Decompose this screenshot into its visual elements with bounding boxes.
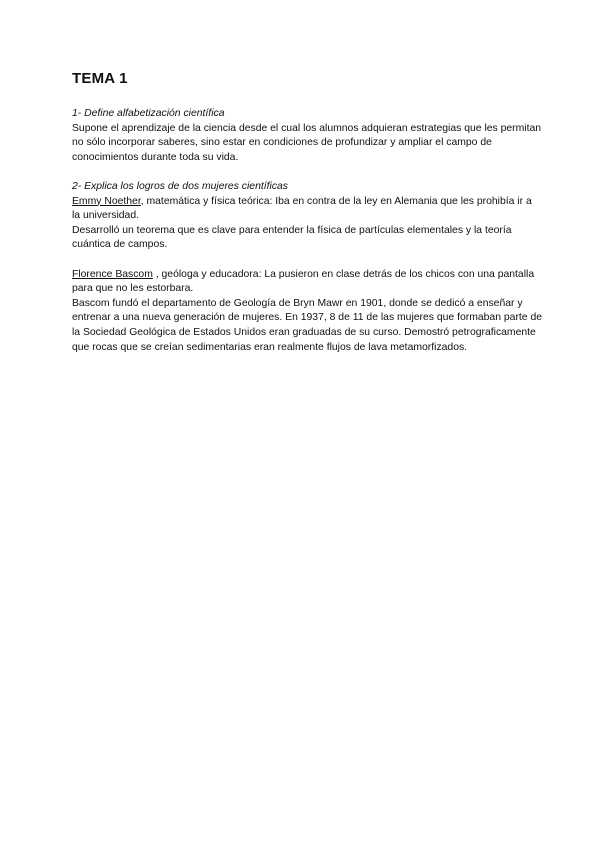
question-1-answer: Supone el aprendizaje de la ciencia desde el cual los alumnos adquieran estrategias que les permitan no sólo incorporar saberes, sino estar en condiciones de profundizar y ampliar el campo de conocimientos durante toda su vida. <box>72 122 542 163</box>
woman-2-name: Florence Bascom <box>72 268 153 280</box>
document-page <box>72 70 542 355</box>
woman-1-achievement: Desarrolló un teorema que es clave para entender la física de partículas elementales y la teoría cuántica de campos. <box>72 224 512 251</box>
document-title: TEMA 1 <box>72 70 128 87</box>
woman-2-intro: , geóloga y educadora: La pusieron en clase detrás de los chicos con una pantalla para que no les estorbara. <box>72 268 535 295</box>
woman-1-intro-paragraph <box>72 195 542 224</box>
question-2-section <box>72 180 542 355</box>
woman-1-intro: , matemática y física teórica: Iba en contra de la ley en Alemania que les prohibía ir a la universidad. <box>72 195 532 222</box>
spacer <box>72 253 542 268</box>
spacer <box>72 165 542 180</box>
woman-2-achievement: Bascom fundó el departamento de Geología de Bryn Mawr en 1901, donde se dedicó a enseñar y entrenar a una nueva generación de mujeres. En 1937, 8 de 11 de las mujeres que formaban parte de la Sociedad Geológica de Estados Unidos eran graduadas de su curso. Demostró petrograficamente que rocas que se creían sedimentarias eran realmente flujos de lava metamorfizados. <box>72 297 543 353</box>
question-1-heading: 1- Define alfabetización científica <box>72 108 225 119</box>
question-1-section <box>72 107 542 165</box>
woman-1-name: Emmy Noether <box>72 195 141 207</box>
question-2-heading: 2- Explica los logros de dos mujeres científicas <box>72 180 288 192</box>
woman-2-intro-paragraph <box>72 268 542 297</box>
